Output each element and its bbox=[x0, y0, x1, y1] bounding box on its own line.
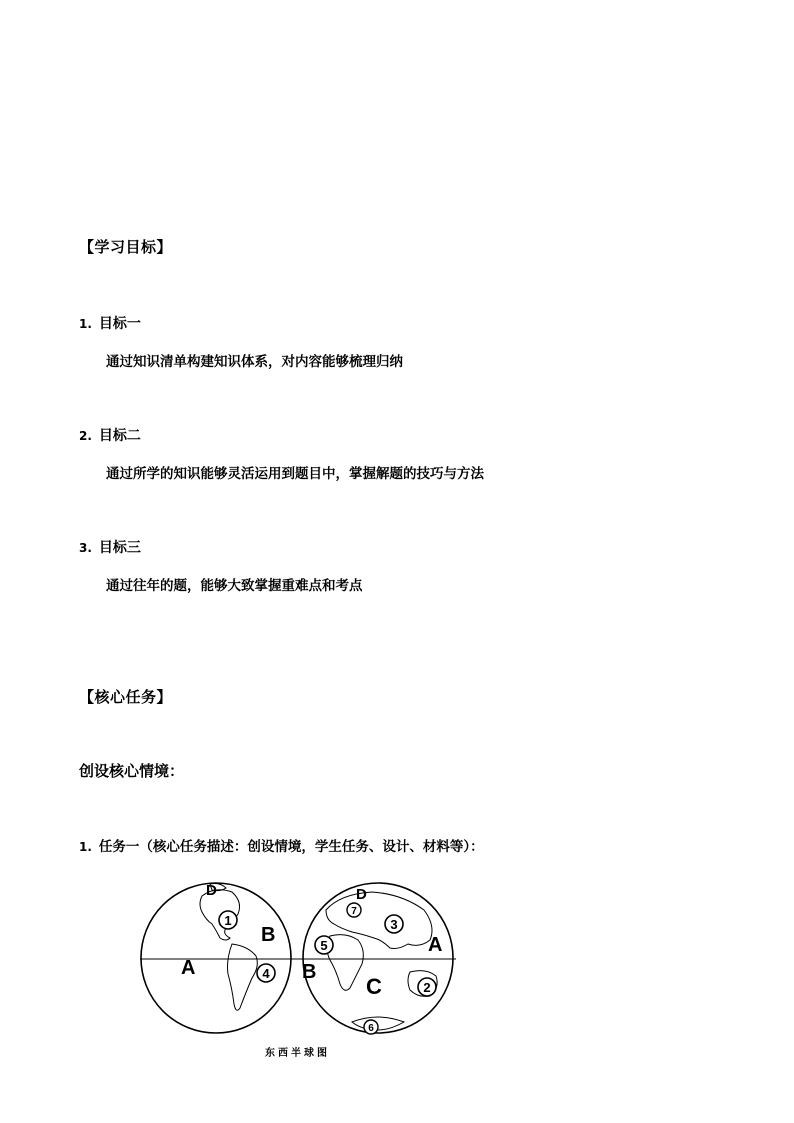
map-caption: 东西半球图 bbox=[265, 1048, 330, 1059]
goal-1-number: 1. bbox=[79, 317, 92, 331]
ocean-label-a-west: A bbox=[181, 957, 196, 979]
goal-3-number: 3. bbox=[79, 541, 92, 555]
ocean-label-a-east: A bbox=[428, 934, 443, 956]
svg-text:5: 5 bbox=[320, 938, 328, 953]
ocean-label-d-west: D bbox=[206, 882, 217, 899]
ocean-label-c: C bbox=[366, 974, 382, 999]
svg-text:4: 4 bbox=[262, 966, 270, 981]
marker-7 bbox=[347, 903, 361, 917]
eurasia-outline bbox=[326, 892, 432, 949]
ocean-label-b-east: B bbox=[302, 961, 317, 983]
marker-6 bbox=[364, 1020, 378, 1034]
goal-3-label: 目标三 bbox=[98, 540, 141, 556]
marker-1 bbox=[219, 911, 237, 929]
hemispheres-map-figure bbox=[140, 880, 458, 1040]
svg-text:7: 7 bbox=[351, 906, 357, 917]
svg-text:2: 2 bbox=[423, 980, 431, 995]
svg-text:1: 1 bbox=[224, 913, 232, 928]
task-1-text: 任务一（核心任务描述：创设情境，学生任务、设计、材料等）： bbox=[98, 839, 484, 855]
core-scenario-label: 创设核心情境： bbox=[79, 762, 185, 780]
marker-5 bbox=[315, 936, 333, 954]
svg-text:3: 3 bbox=[390, 917, 398, 932]
goal-2-number: 2. bbox=[79, 429, 92, 443]
western-hemisphere-outline bbox=[141, 883, 291, 1033]
ocean-label-b-west: B bbox=[261, 924, 276, 946]
goal-1-title bbox=[79, 313, 141, 333]
task-1-number: 1. bbox=[79, 840, 92, 854]
goal-2-description: 通过所学的知识能够灵活运用到题目中，掌握解题的技巧与方法 bbox=[106, 466, 484, 482]
eastern-hemisphere-outline bbox=[303, 883, 453, 1033]
goal-3-title bbox=[79, 537, 141, 557]
learning-objectives-heading: 【学习目标】 bbox=[79, 238, 173, 256]
goal-3-description: 通过往年的题，能够大致掌握重难点和考点 bbox=[106, 578, 363, 594]
hemispheres-map bbox=[140, 880, 458, 1040]
marker-2 bbox=[418, 978, 436, 996]
goal-2-title bbox=[79, 425, 141, 445]
task-1-line bbox=[79, 835, 484, 855]
marker-3 bbox=[385, 915, 403, 933]
marker-4 bbox=[257, 964, 275, 982]
ocean-label-d-east: D bbox=[356, 886, 367, 903]
south-america-outline bbox=[228, 944, 258, 1010]
goal-1-label: 目标一 bbox=[98, 316, 141, 332]
svg-text:6: 6 bbox=[368, 1023, 374, 1034]
goal-1-description: 通过知识清单构建知识体系，对内容能够梳理归纳 bbox=[106, 354, 403, 370]
goal-2-label: 目标二 bbox=[98, 428, 141, 444]
core-task-heading: 【核心任务】 bbox=[79, 688, 173, 706]
